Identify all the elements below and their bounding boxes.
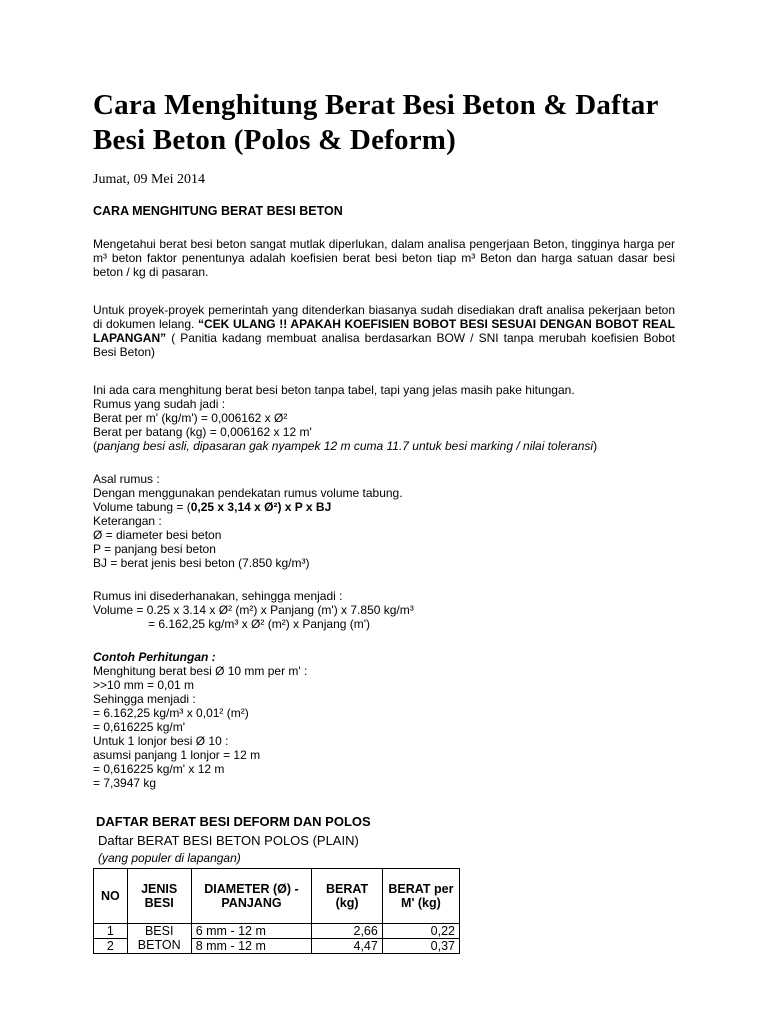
table-header-row xyxy=(94,869,460,924)
row-no: 2 xyxy=(94,939,128,954)
tender-note: ( Panitia kadang membuat analisa berdasarkan BOW / SNI tanpa merubah koefisien Bobot Besi Beton) xyxy=(93,331,675,359)
table-header: NO xyxy=(94,869,128,924)
row-jenis: BESI BETON xyxy=(127,924,191,954)
simplified-line: Rumus ini disederhanakan, sehingga menjadi : xyxy=(93,589,343,603)
asal-line: Asal rumus : xyxy=(93,472,160,486)
paragraph-intro: Mengetahui berat besi beton sangat mutlak diperlukan, dalam analisa pengerjaan Beton, tingginya harga per m³ beton faktor penentunya adalah koefisien berat besi beton tiap m³ Beton dan harga satuan dasar besi beton / kg di pasaran. xyxy=(93,237,675,279)
asal-rumus-block xyxy=(93,472,675,570)
table-header: DIAMETER (Ø) - PANJANG xyxy=(191,869,312,924)
document-page xyxy=(93,88,675,954)
rumus-note: (panjang besi asli, dipasaran gak nyampek 12 m cuma 11.7 untuk besi marking / nilai toleransi) xyxy=(93,439,598,453)
asal-line: Ø = diameter besi beton xyxy=(93,528,222,542)
row-diameter: 6 mm - 12 m xyxy=(191,924,312,939)
table-header: BERAT (kg) xyxy=(312,869,383,924)
table-header: JENIS BESI xyxy=(127,869,191,924)
row-berat: 4,47 xyxy=(312,939,383,954)
tender-warning: “CEK ULANG !! APAKAH KOEFISIEN BOBOT BESI SESUAI DENGAN BOBOT REAL LAPANGAN” xyxy=(93,317,675,345)
table-row xyxy=(94,924,460,939)
page-title: Cara Menghitung Berat Besi Beton & Daftar Besi Beton (Polos & Deform) xyxy=(93,89,659,156)
example-heading: Contoh Perhitungan : xyxy=(93,650,216,664)
simplified-block xyxy=(93,589,675,631)
example-line: = 0,616225 kg/m' xyxy=(93,720,186,734)
list-subheading: Daftar BERAT BESI BETON POLOS (PLAIN) xyxy=(98,833,359,848)
table-header: BERAT per M' (kg) xyxy=(382,869,459,924)
list-heading: DAFTAR BERAT BESI DEFORM DAN POLOS xyxy=(96,814,371,829)
simplified-line: = 6.162,25 kg/m³ x Ø² (m²) x Panjang (m') xyxy=(148,617,371,631)
example-line: asumsi panjang 1 lonjor = 12 m xyxy=(93,748,261,762)
example-line: Untuk 1 lonjor besi Ø 10 : xyxy=(93,734,229,748)
rumus-block xyxy=(93,383,675,453)
example-block xyxy=(93,650,675,790)
asal-formula: Volume tabung = (0,25 x 3,14 x Ø²) x P x BJ xyxy=(93,500,332,514)
rumus-line: Berat per m' (kg/m') = 0,006162 x Ø² xyxy=(93,411,288,425)
row-diameter: 8 mm - 12 m xyxy=(191,939,312,954)
publish-date: Jumat, 09 Mei 2014 xyxy=(93,172,205,187)
rumus-line: Rumus yang sudah jadi : xyxy=(93,397,226,411)
example-line: = 6.162,25 kg/m³ x 0,01² (m²) xyxy=(93,706,249,720)
example-line: = 7,3947 kg xyxy=(93,776,157,790)
row-berat-per-m: 0,37 xyxy=(382,939,459,954)
paragraph-tender xyxy=(93,303,675,359)
tender-text: Untuk proyek-proyek pemerintah yang ditenderkan biasanya sudah disediakan draft analisa pekerjaan beton di dokumen lelang. xyxy=(93,303,675,331)
example-line: Sehingga menjadi : xyxy=(93,692,196,706)
row-berat: 2,66 xyxy=(312,924,383,939)
weight-table xyxy=(93,868,460,954)
simplified-line: Volume = 0.25 x 3.14 x Ø² (m²) x Panjang (m') x 7.850 kg/m³ xyxy=(93,603,414,617)
example-line: >>10 mm = 0,01 m xyxy=(93,678,195,692)
asal-line: BJ = berat jenis besi beton (7.850 kg/m³) xyxy=(93,556,310,570)
asal-line: P = panjang besi beton xyxy=(93,542,216,556)
row-no: 1 xyxy=(94,924,128,939)
example-line: = 0,616225 kg/m' x 12 m xyxy=(93,762,225,776)
section-heading: CARA MENGHITUNG BERAT BESI BETON xyxy=(93,204,343,218)
asal-line: Dengan menggunakan pendekatan rumus volume tabung. xyxy=(93,486,403,500)
asal-line: Keterangan : xyxy=(93,514,162,528)
example-line: Menghitung berat besi Ø 10 mm per m' : xyxy=(93,664,308,678)
rumus-line: Ini ada cara menghitung berat besi beton tanpa tabel, tapi yang jelas masih pake hitungan. xyxy=(93,383,575,397)
row-berat-per-m: 0,22 xyxy=(382,924,459,939)
rumus-line: Berat per batang (kg) = 0,006162 x 12 m' xyxy=(93,425,312,439)
list-subheading-note: (yang populer di lapangan) xyxy=(98,851,241,865)
